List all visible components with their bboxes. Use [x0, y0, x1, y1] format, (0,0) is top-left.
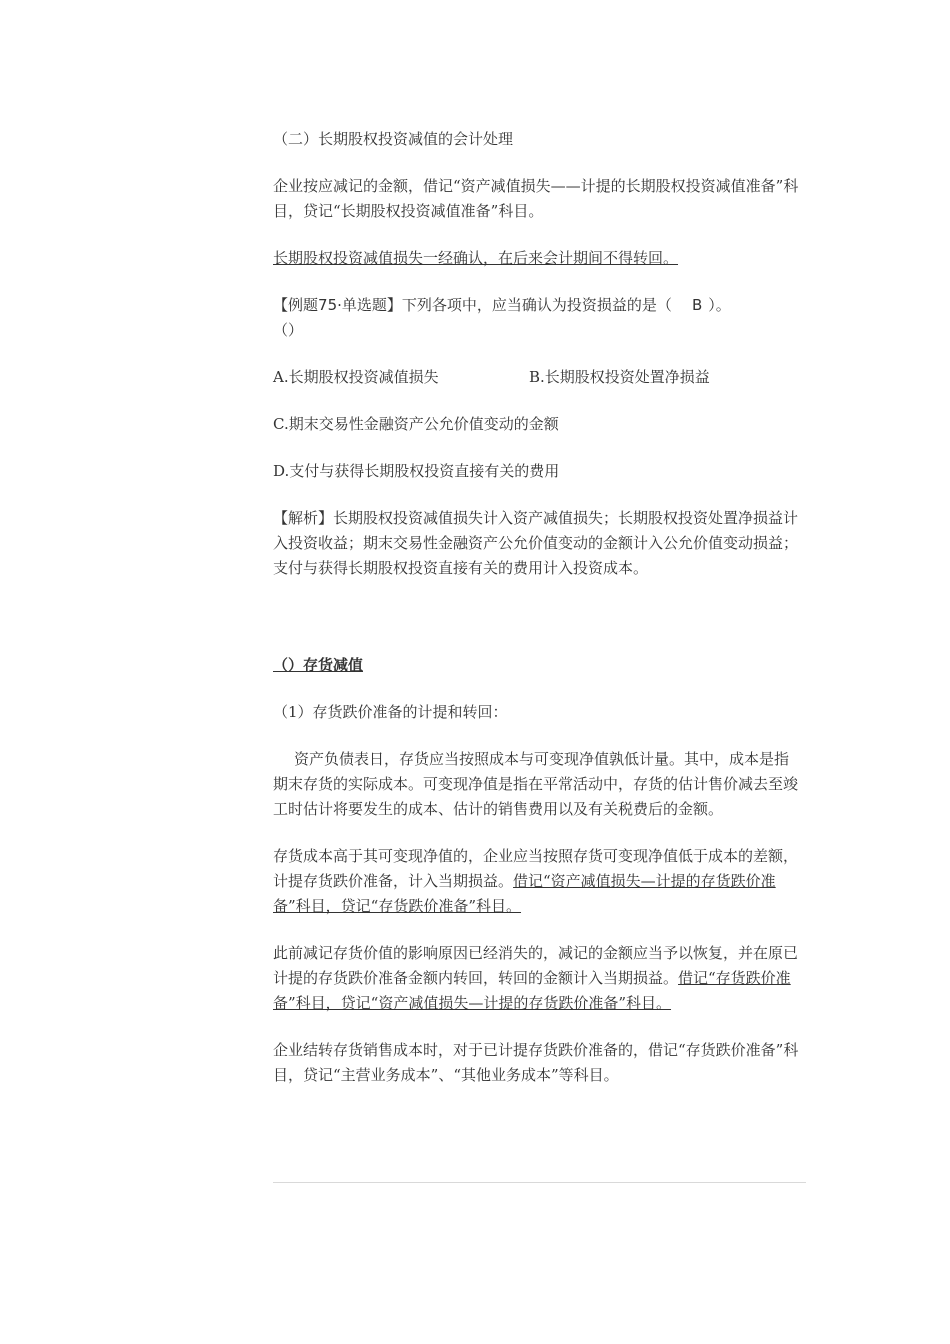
document-body: [273, 122, 801, 1088]
horizontal-divider: [273, 1182, 806, 1183]
example-analysis: 【解析】长期股权投资减值损失计入资产减值损失；长期股权投资处置净损益计入投资收益；期末交易性金融资产公允价值变动的金额计入公允价值变动损益；支付与获得长期股权投资直接有关的费用计入投资成本。: [273, 509, 799, 577]
underlined-text: 借记“资产减值损失—计提的存货跌价准备”科目，贷记“存货跌价准备”科目。: [273, 872, 776, 915]
paragraph-inventory-provision: 存货成本高于其可变现净值的，企业应当按照存货可变现净值低于成本的差额，计提存货跌价准备，计入当期损益。借记“资产减值损失—计提的存货跌价准备”科目，贷记“存货跌价准备”科目。: [273, 847, 799, 915]
example-number: 75: [318, 296, 338, 314]
paragraph-ltei-entry: 企业按应减记的金额，借记“资产减值损失——计提的长期股权投资减值准备”科目，贷记“长期股权投资减值准备”科目。: [273, 177, 799, 220]
paragraph-inventory-cost-transfer: 企业结转存货销售成本时，对于已计提存货跌价准备的，借记“存货跌价准备”科目，贷记“主营业务成本”、“其他业务成本”等科目。: [273, 1041, 799, 1084]
option-b: B.长期股权投资处置净损益: [529, 368, 710, 386]
section-heading-ltei: （二）长期股权投资减值的会计处理: [273, 130, 514, 148]
option-c: C.期末交易性金融资产公允价值变动的金额: [273, 415, 559, 433]
option-a: A.长期股权投资减值损失: [273, 368, 439, 386]
options-row-ab: [273, 365, 801, 390]
example-label: 例题: [288, 296, 319, 314]
subheading-inventory-provision: （1）存货跌价准备的计提和转回：: [273, 703, 508, 721]
section-heading-inventory: （）存货减值: [273, 656, 364, 674]
example-question: 【例题75·单选题】下列各项中，应当确认为投资损益的是（ B ）。: [273, 296, 731, 314]
option-d: D.支付与获得长期股权投资直接有关的费用: [273, 462, 560, 480]
paragraph-inventory-reversal: 此前减记存货价值的影响原因已经消失的，减记的金额应当予以恢复，并在原已计提的存货跌价准备金额内转回，转回的金额计入当期损益。借记“存货跌价准备”科目，贷记“资产减值损失—计提的存货跌价准备”科目。: [273, 944, 799, 1012]
underlined-text: 借记“存货跌价准备”科目，贷记“资产减值损失—计提的存货跌价准备”科目。: [273, 969, 791, 1012]
question-text: 下列各项中，应当确认为投资损益的是（: [401, 296, 672, 314]
answer-letter: B: [691, 296, 703, 314]
example-type: ·单选题: [337, 296, 387, 314]
underlined-text: 长期股权投资减值损失一经确认，在后来会计期间不得转回。: [273, 249, 679, 267]
paragraph-ltei-no-reversal: [273, 246, 801, 271]
example-paren: （）: [273, 321, 304, 339]
paragraph-inventory-measurement: 资产负债表日，存货应当按照成本与可变现净值孰低计量。其中，成本是指期末存货的实际成本。可变现净值是指在平常活动中，存货的估计售价减去至竣工时估计将要发生的成本、估计的销售费用以及有关税费后的金额。: [273, 750, 799, 818]
